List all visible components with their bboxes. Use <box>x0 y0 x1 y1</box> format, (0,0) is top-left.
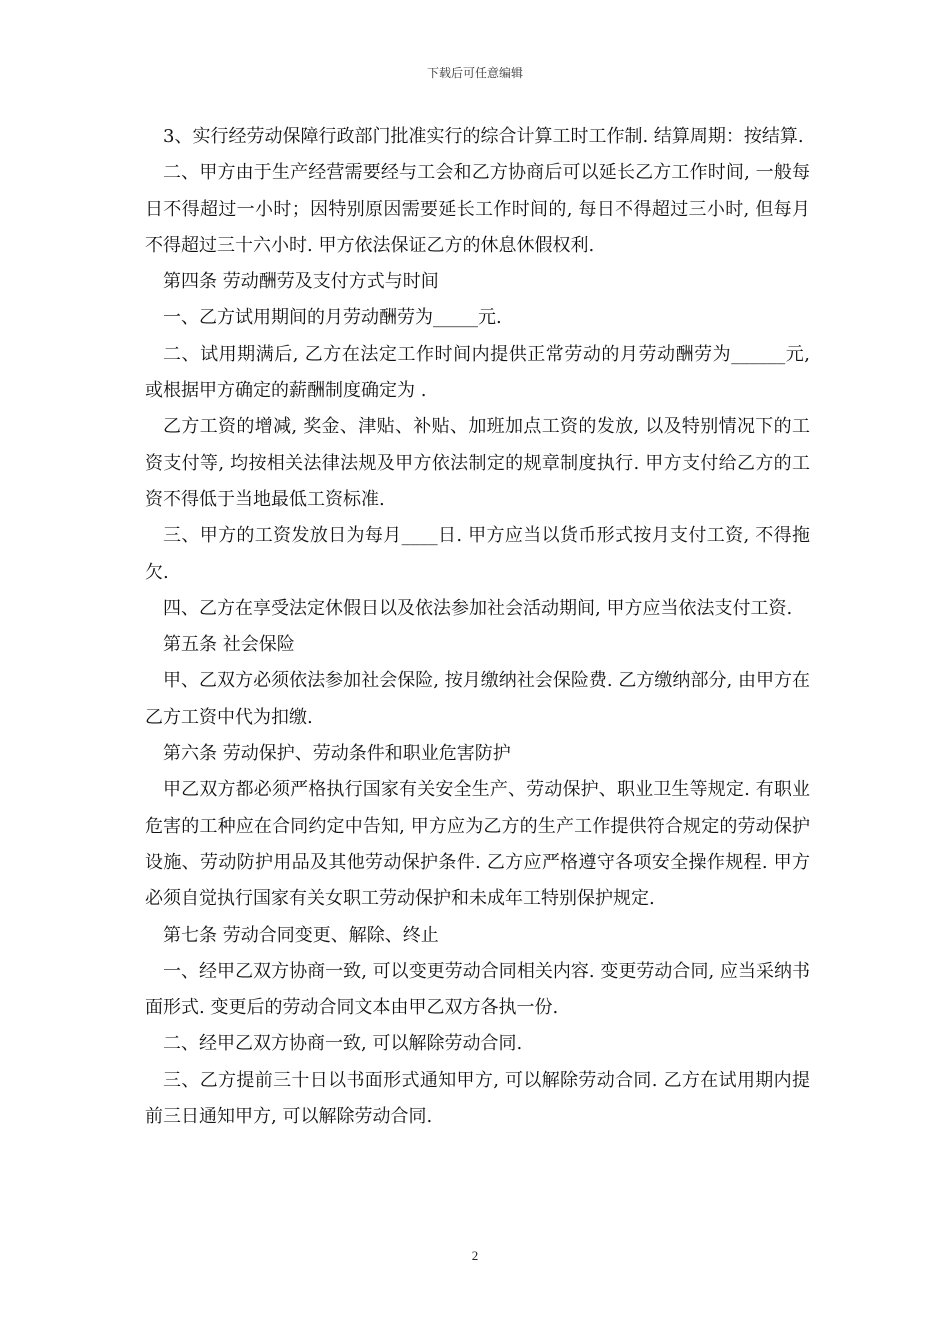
page-number: 2 <box>471 1248 479 1263</box>
document-body <box>145 119 810 1135</box>
paragraph-regular-pay: 二、试用期满后, 乙方在法定工作时间内提供正常劳动的月劳动酬劳为______元, 或根据甲方确定的薪酬制度确定为 . <box>145 343 810 402</box>
paragraph-holiday-pay: 四、乙方在享受法定休假日以及依法参加社会活动期间, 甲方应当依法支付工资. <box>163 597 793 619</box>
paragraph-notice-termination: 三、乙方提前三十日以书面形式通知甲方, 可以解除劳动合同. 乙方在试用期内提前三日通知甲方, 可以解除劳动合同. <box>145 1069 810 1128</box>
paragraph-labor-protection: 甲乙双方都必须严格执行国家有关安全生产、劳动保护、职业卫生等规定. 有职业危害的工种应在合同约定中告知, 甲方应为乙方的生产工作提供符合规定的劳动保护设施、劳动防护用品及其他劳动保护条件. 乙方应严格遵守各项安全操作规程. 甲方必须自觉执行国家有关女职工劳动保护和未成年工特别保护规定. <box>145 779 810 910</box>
paragraph-wage-adjustment: 乙方工资的增减, 奖金、津贴、补贴、加班加点工资的发放, 以及特别情况下的工资支付等, 均按相关法律法规及甲方依法制定的规章制度执行. 甲方支付给乙方的工资不得低于当地最低工资标准. <box>145 416 810 510</box>
section-heading-article-7: 第七条 劳动合同变更、解除、终止 <box>163 924 439 946</box>
page-header: 下载后可任意编辑 <box>426 66 523 80</box>
paragraph-settlement-period: 3、实行经劳动保障行政部门批准实行的综合计算工时工作制. 结算周期：按结算. <box>163 126 804 147</box>
paragraph-overtime: 二、甲方由于生产经营需要经与工会和乙方协商后可以延长乙方工作时间, 一般每日不得超过一小时；因特别原因需要延长工作时间的, 每日不得超过三小时, 但每月不得超过三十六小时. 甲方依法保证乙方的休息休假权利. <box>145 162 810 256</box>
paragraph-social-insurance: 甲、乙双方必须依法参加社会保险, 按月缴纳社会保险费. 乙方缴纳部分, 由甲方在乙方工资中代为扣缴. <box>145 670 810 728</box>
section-heading-article-6: 第六条 劳动保护、劳动条件和职业危害防护 <box>163 743 511 765</box>
paragraph-mutual-termination: 二、经甲乙双方协商一致, 可以解除劳动合同. <box>163 1033 523 1055</box>
section-heading-article-4: 第四条 劳动酬劳及支付方式与时间 <box>163 271 439 293</box>
paragraph-payday: 三、甲方的工资发放日为每月____日. 甲方应当以货币形式按月支付工资, 不得拖欠. <box>145 525 810 583</box>
paragraph-contract-change: 一、经甲乙双方协商一致, 可以变更劳动合同相关内容. 变更劳动合同, 应当采纳书面形式. 变更后的劳动合同文本由甲乙双方各执一份. <box>145 960 810 1019</box>
paragraph-probation-pay: 一、乙方试用期间的月劳动酬劳为_____元. <box>163 307 502 329</box>
section-heading-article-5: 第五条 社会保险 <box>163 634 295 656</box>
